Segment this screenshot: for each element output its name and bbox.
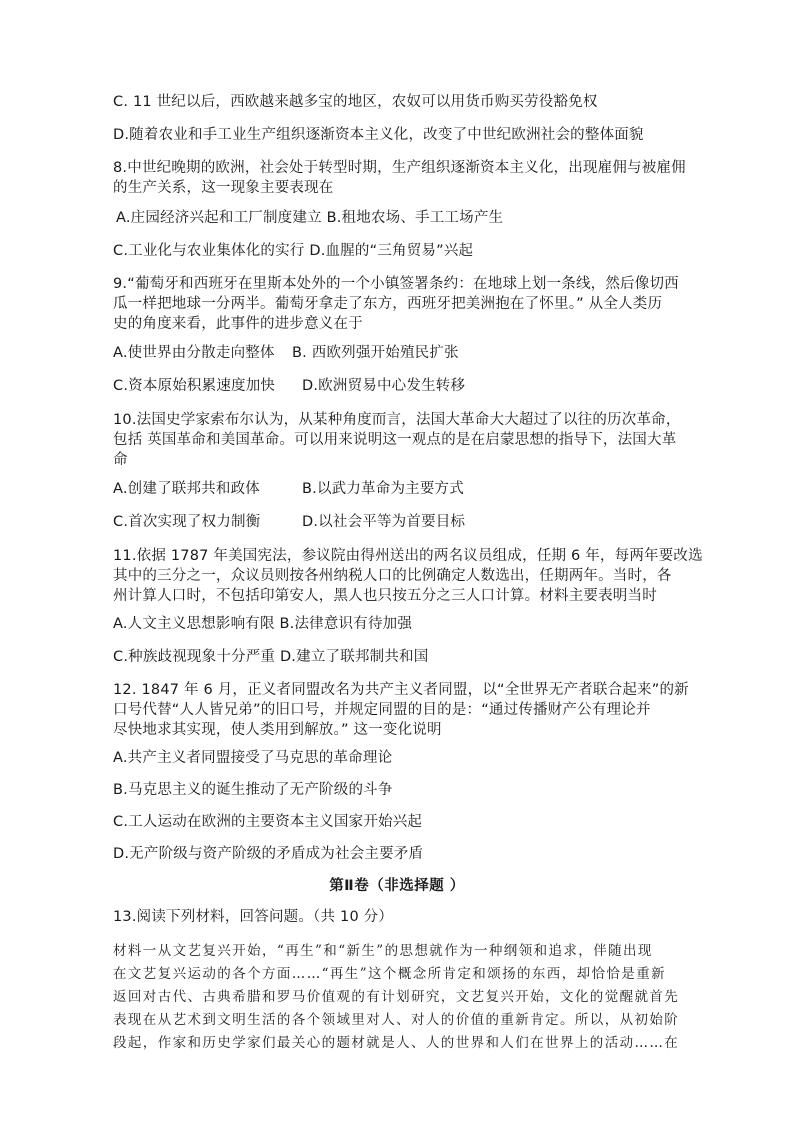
q13-material-line3: 返回对古代、古典希腊和罗马价值观的有计划研究，文艺复兴开始，文化的觉醒就首先: [113, 989, 680, 1005]
q10-option-a: A.创建了联邦共和政体: [113, 481, 260, 497]
q11-stem-line2: 其中的三分之一，众议员则按各州纳税人口的比例确定人数选出，任期两年。当时，各: [113, 568, 672, 584]
q9-stem-line1: 9.“葡萄牙和西班牙在里斯本处外的一个小镇签署条约：在地球上划一条线，然后像切西: [113, 276, 679, 292]
q9-option-c: C.资本原始积累速度加快: [113, 378, 276, 394]
q12-stem-line1: 12. 1847 年 6 月，正义者同盟改名为共产主义者同盟，以“全世界无产者联合起来”的新: [113, 682, 689, 698]
q12-option-d: D.无产阶级与资产阶级的矛盾成为社会主要矛盾: [113, 846, 424, 862]
q13-material-line1: 材料一从文艺复兴开始，“再生”和“新生”的思想就作为一种纲领和追求，伴随出现: [113, 943, 653, 959]
q7-option-c: C. 11 世纪以后，西欧越来越多宝的地区，农奴可以用货币购买劳役豁免权: [113, 94, 598, 110]
q9-stem-line2: 瓜一样把地球一分两半。葡萄牙拿走了东方，西班牙把美洲抱在了怀里。” 从全人类历: [113, 296, 663, 312]
q8-options-ab: A.庄园经济兴起和工厂制度建立 B.租地农场、手工工场产生: [116, 210, 504, 226]
q8-options-cd: C.工业化与农业集体化的实行 D.血腥的“三角贸易”兴起: [113, 243, 474, 259]
q9-option-b: B. 西欧列强开始殖民扩张: [292, 345, 459, 361]
q11-stem-line1: 11.依据 1787 年美国宪法，参议院由得州送出的两名议员组成，任期 6 年，每两年要改选: [113, 548, 703, 564]
q9-option-d: D.欧洲贸易中心发生转移: [302, 378, 466, 394]
q10-option-d: D.以社会平等为首要目标: [302, 514, 466, 530]
q10-option-b: B.以武力革命为主要方式: [302, 481, 464, 497]
q10-option-c: C.首次实现了权力制衡: [113, 514, 261, 530]
q10-stem-line3: 命: [113, 452, 128, 468]
q10-stem-line1: 10.法国史学家索布尔认为，从某种角度而言，法国大革命大大超过了以往的历次革命，: [113, 412, 681, 428]
q9-option-a: A.使世界由分散走向整体: [113, 345, 275, 361]
q13-material-line2: 在文艺复兴运动的各个方面……“再生”这个概念所肯定和颂扬的东西，却恰恰是重新: [113, 966, 667, 982]
q12-stem-line3: 尽快地求其实现，使人类用到解放。” 这一变化说明: [113, 722, 442, 738]
q13-stem: 13.阅读下列材料，回答问题。（共 10 分）: [113, 909, 394, 925]
q11-options-ab: A.人文主义思想影响有限 B.法律意识有待加强: [113, 616, 413, 632]
q11-options-cd: C.种族歧视现象十分严重 D.建立了联邦制共和国: [113, 649, 429, 665]
q13-material-line5: 段起，作家和历史学家们最关心的题材就是人、人的世界和人们在世界上的活动……在: [113, 1035, 680, 1051]
q8-stem-line1: 8.中世纪晚期的欧洲，社会处于转型时期，生产组织逐渐资本主义化，出现雇佣与被雇佣: [113, 160, 686, 176]
section-2-title: 第Ⅱ卷（非选择题 ）: [329, 878, 465, 894]
q8-stem-line2: 的生产关系，这一现象主要表现在: [113, 180, 334, 196]
q12-option-c: C.工人运动在欧洲的主要资本主义国家开始兴起: [113, 814, 423, 830]
q12-stem-line2: 口号代替“人人皆兄弟”的旧口号，并规定同盟的目的是：“通过传播财产公有理论并: [113, 702, 651, 718]
q13-material-line4: 表现在从艺术到文明生活的各个领域里对人、对人的价值的重新肯定。所以，从初始阶: [113, 1012, 680, 1028]
q10-stem-line2: 包括 英国革命和美国革命。可以用来说明这一观点的是在启蒙思想的指导下，法国大革: [113, 432, 677, 448]
q12-option-b: B.马克思主义的诞生推动了无产阶级的斗争: [113, 782, 393, 798]
q7-option-d: D.随着农业和手工业生产组织逐渐资本主义化，改变了中世纪欧洲社会的整体面貌: [113, 127, 644, 143]
q12-option-a: A.共产主义者同盟接受了马克思的革命理论: [113, 750, 393, 766]
q11-stem-line3: 州计算人口时，不包括印第安人，黑人也只按五分之三人口计算。材料主要表明当时: [113, 588, 657, 604]
q9-stem-line3: 史的角度来看，此事件的进步意义在于: [113, 316, 363, 332]
